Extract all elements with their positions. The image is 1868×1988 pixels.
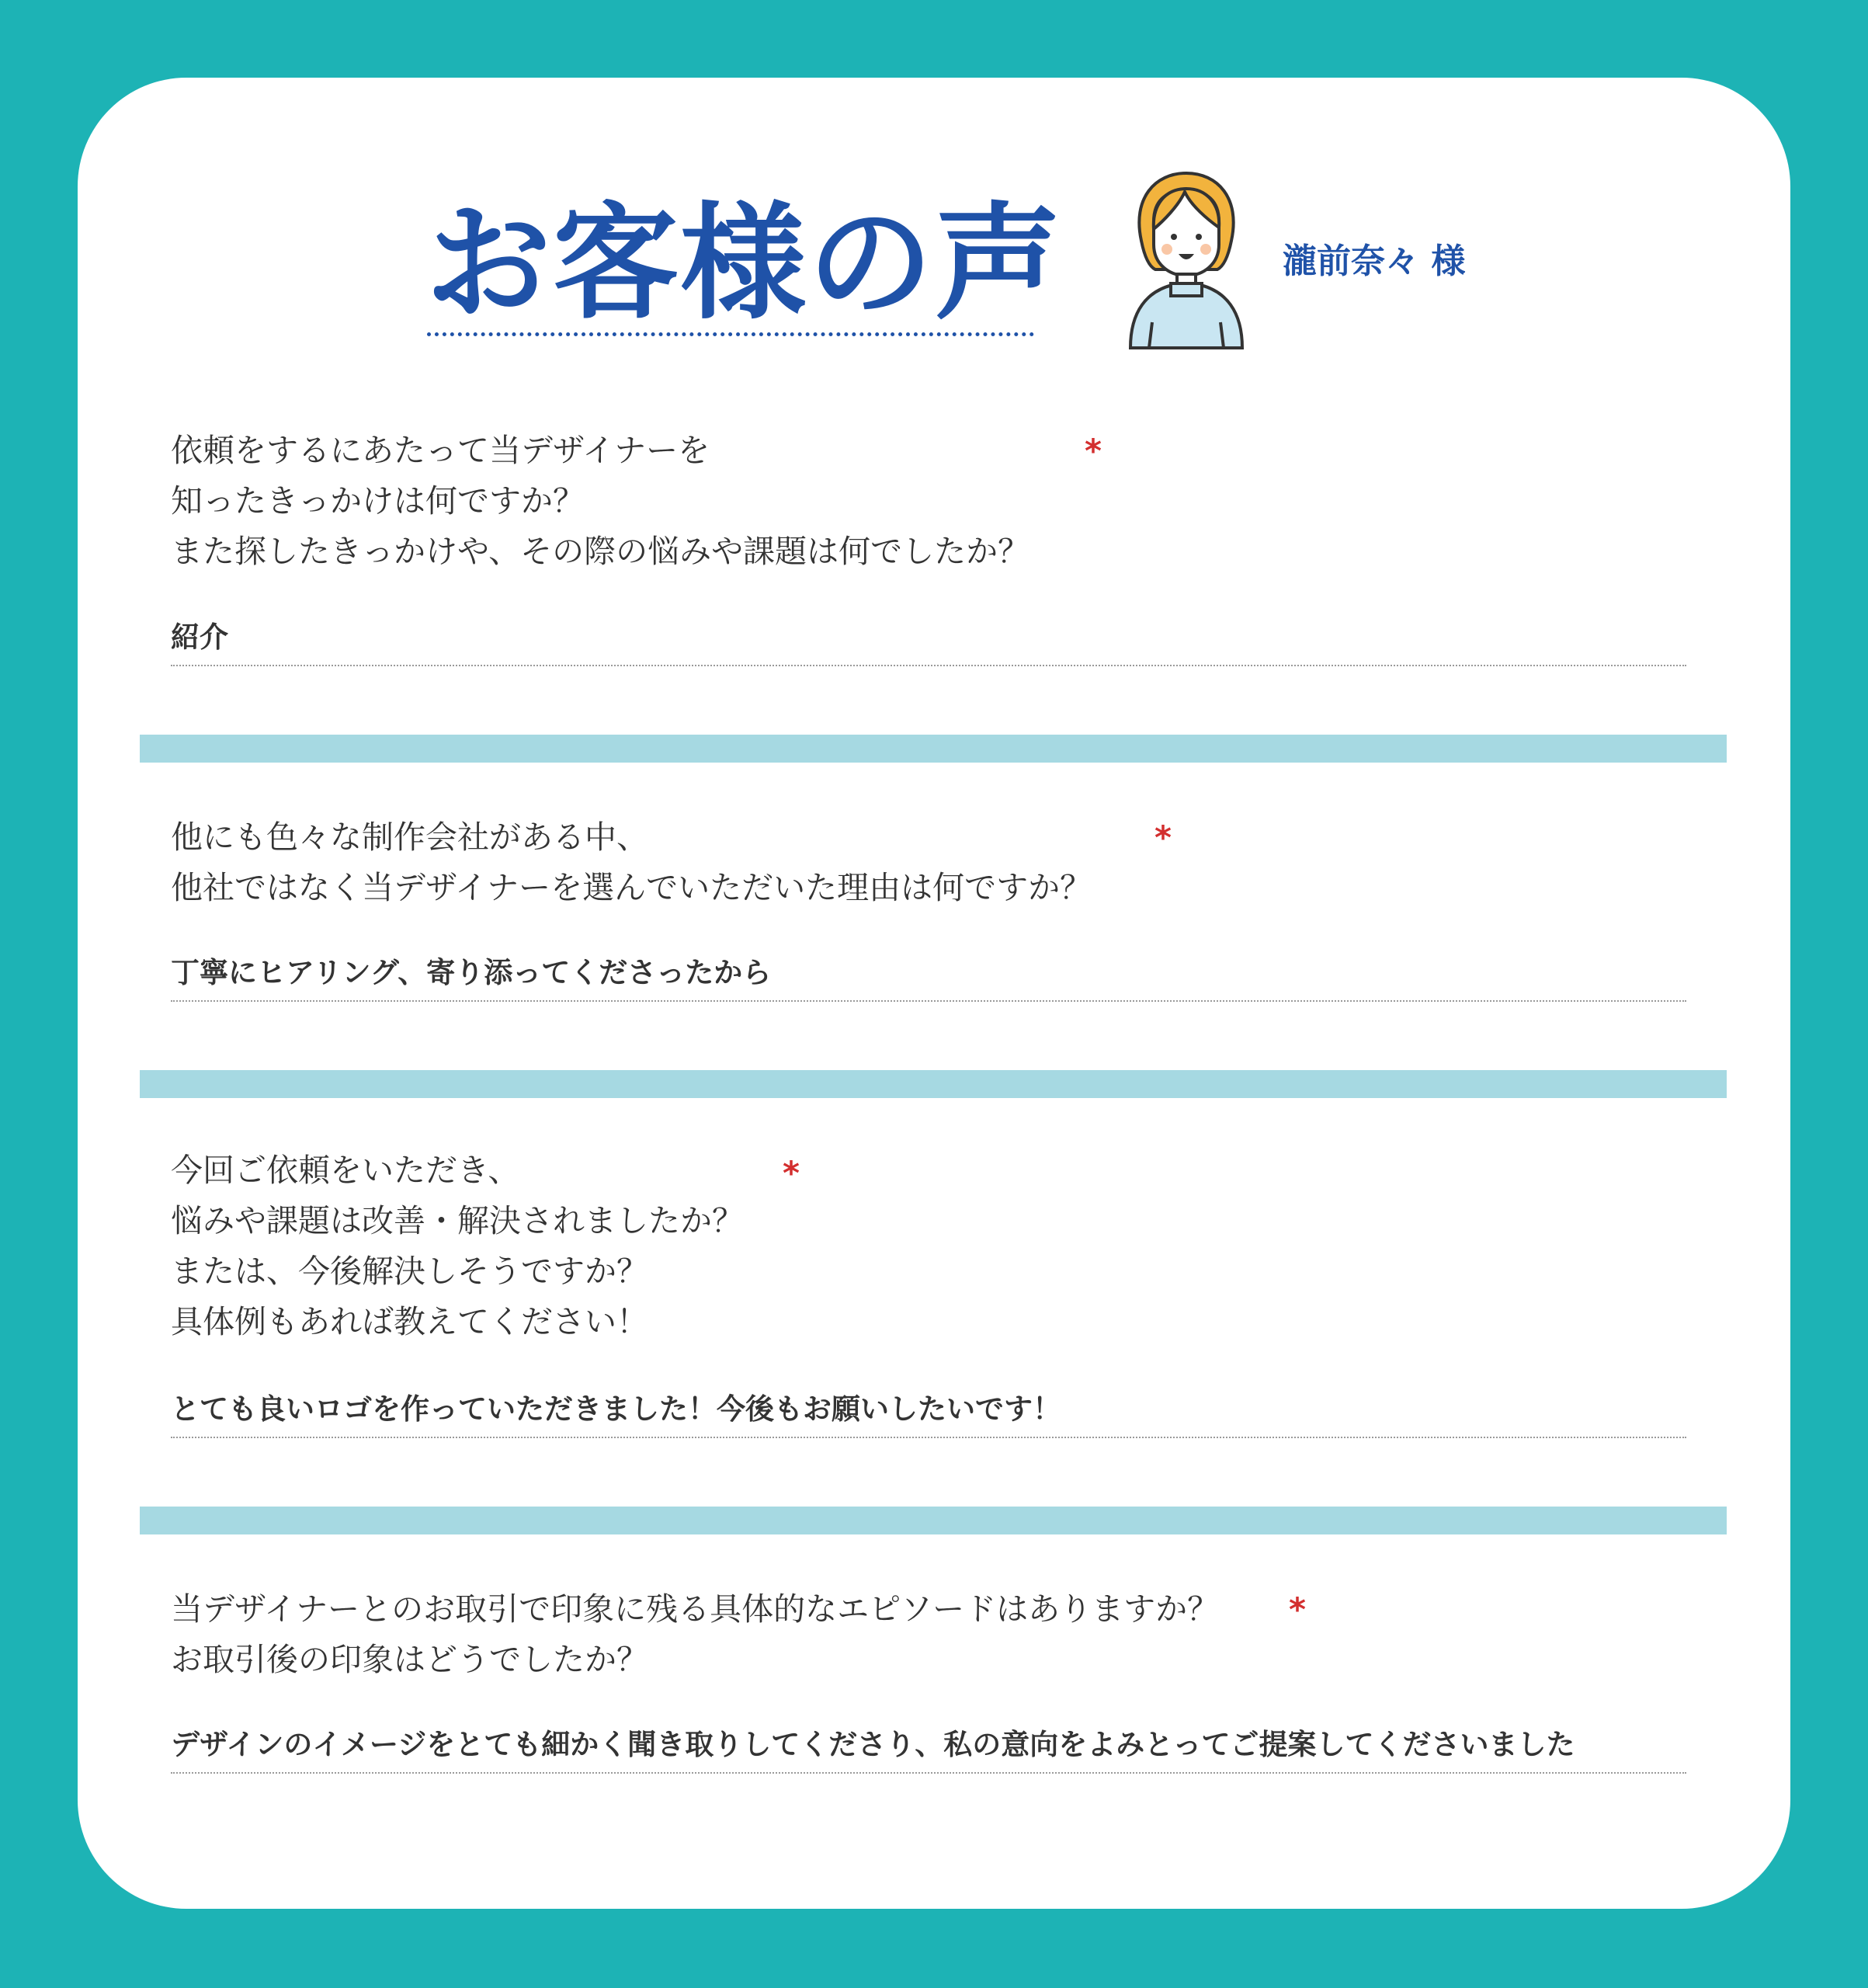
- question-3: [171, 1145, 744, 1347]
- customer-avatar-icon: [1124, 167, 1248, 349]
- answer-field-1[interactable]: 紹介: [171, 613, 1686, 666]
- section-divider: [140, 735, 1727, 763]
- question-line: 今回ご依頼をいただき、: [171, 1152, 520, 1189]
- answer-field-2[interactable]: 丁寧にヒアリング、寄り添ってくださったから: [171, 949, 1686, 1002]
- section-divider: [140, 1507, 1727, 1534]
- question-2: [171, 812, 1092, 913]
- question-line: 当デザイナーとのお取引で印象に残る具体的なエピソードはありますか？: [171, 1590, 1220, 1628]
- question-line: お取引後の印象はどうでしたか？: [171, 1641, 648, 1678]
- question-line: または、今後解決しそうですか？: [171, 1253, 648, 1290]
- customer-name: 瀧前奈々 様: [1283, 242, 1466, 281]
- question-1: [171, 426, 1029, 577]
- required-mark: *: [1085, 432, 1102, 470]
- question-line: 他社ではなく当デザイナーを選んでいただいた理由は何ですか？: [171, 869, 1092, 906]
- section-divider: [140, 1070, 1727, 1098]
- title-underline: [427, 332, 1034, 336]
- question-line: また探したきっかけや、その際の悩みや課題は何でしたか？: [171, 533, 1030, 570]
- answer-field-4[interactable]: デザインのイメージをとても細かく聞き取りしてくださり、私の意向をよみとってご提案してくださいました: [171, 1721, 1686, 1774]
- question-4: [171, 1584, 1219, 1685]
- answer-field-3[interactable]: とても良いロゴを作っていただきました！今後もお願いしたいです！: [171, 1385, 1686, 1438]
- required-mark: *: [783, 1154, 800, 1192]
- question-line: 依頼をするにあたって当デザイナーを: [171, 432, 710, 469]
- required-mark: *: [1154, 818, 1172, 857]
- survey-card: [78, 78, 1790, 1909]
- required-mark: *: [1289, 1590, 1306, 1628]
- question-line: 悩みや課題は改善・解決されましたか？: [171, 1202, 744, 1239]
- question-line: 知ったきっかけは何ですか？: [171, 482, 585, 520]
- question-line: 他にも色々な制作会社がある中、: [171, 818, 648, 856]
- question-line: 具体例もあれば教えてください！: [171, 1303, 648, 1340]
- page-title: お客様の声: [425, 191, 1062, 337]
